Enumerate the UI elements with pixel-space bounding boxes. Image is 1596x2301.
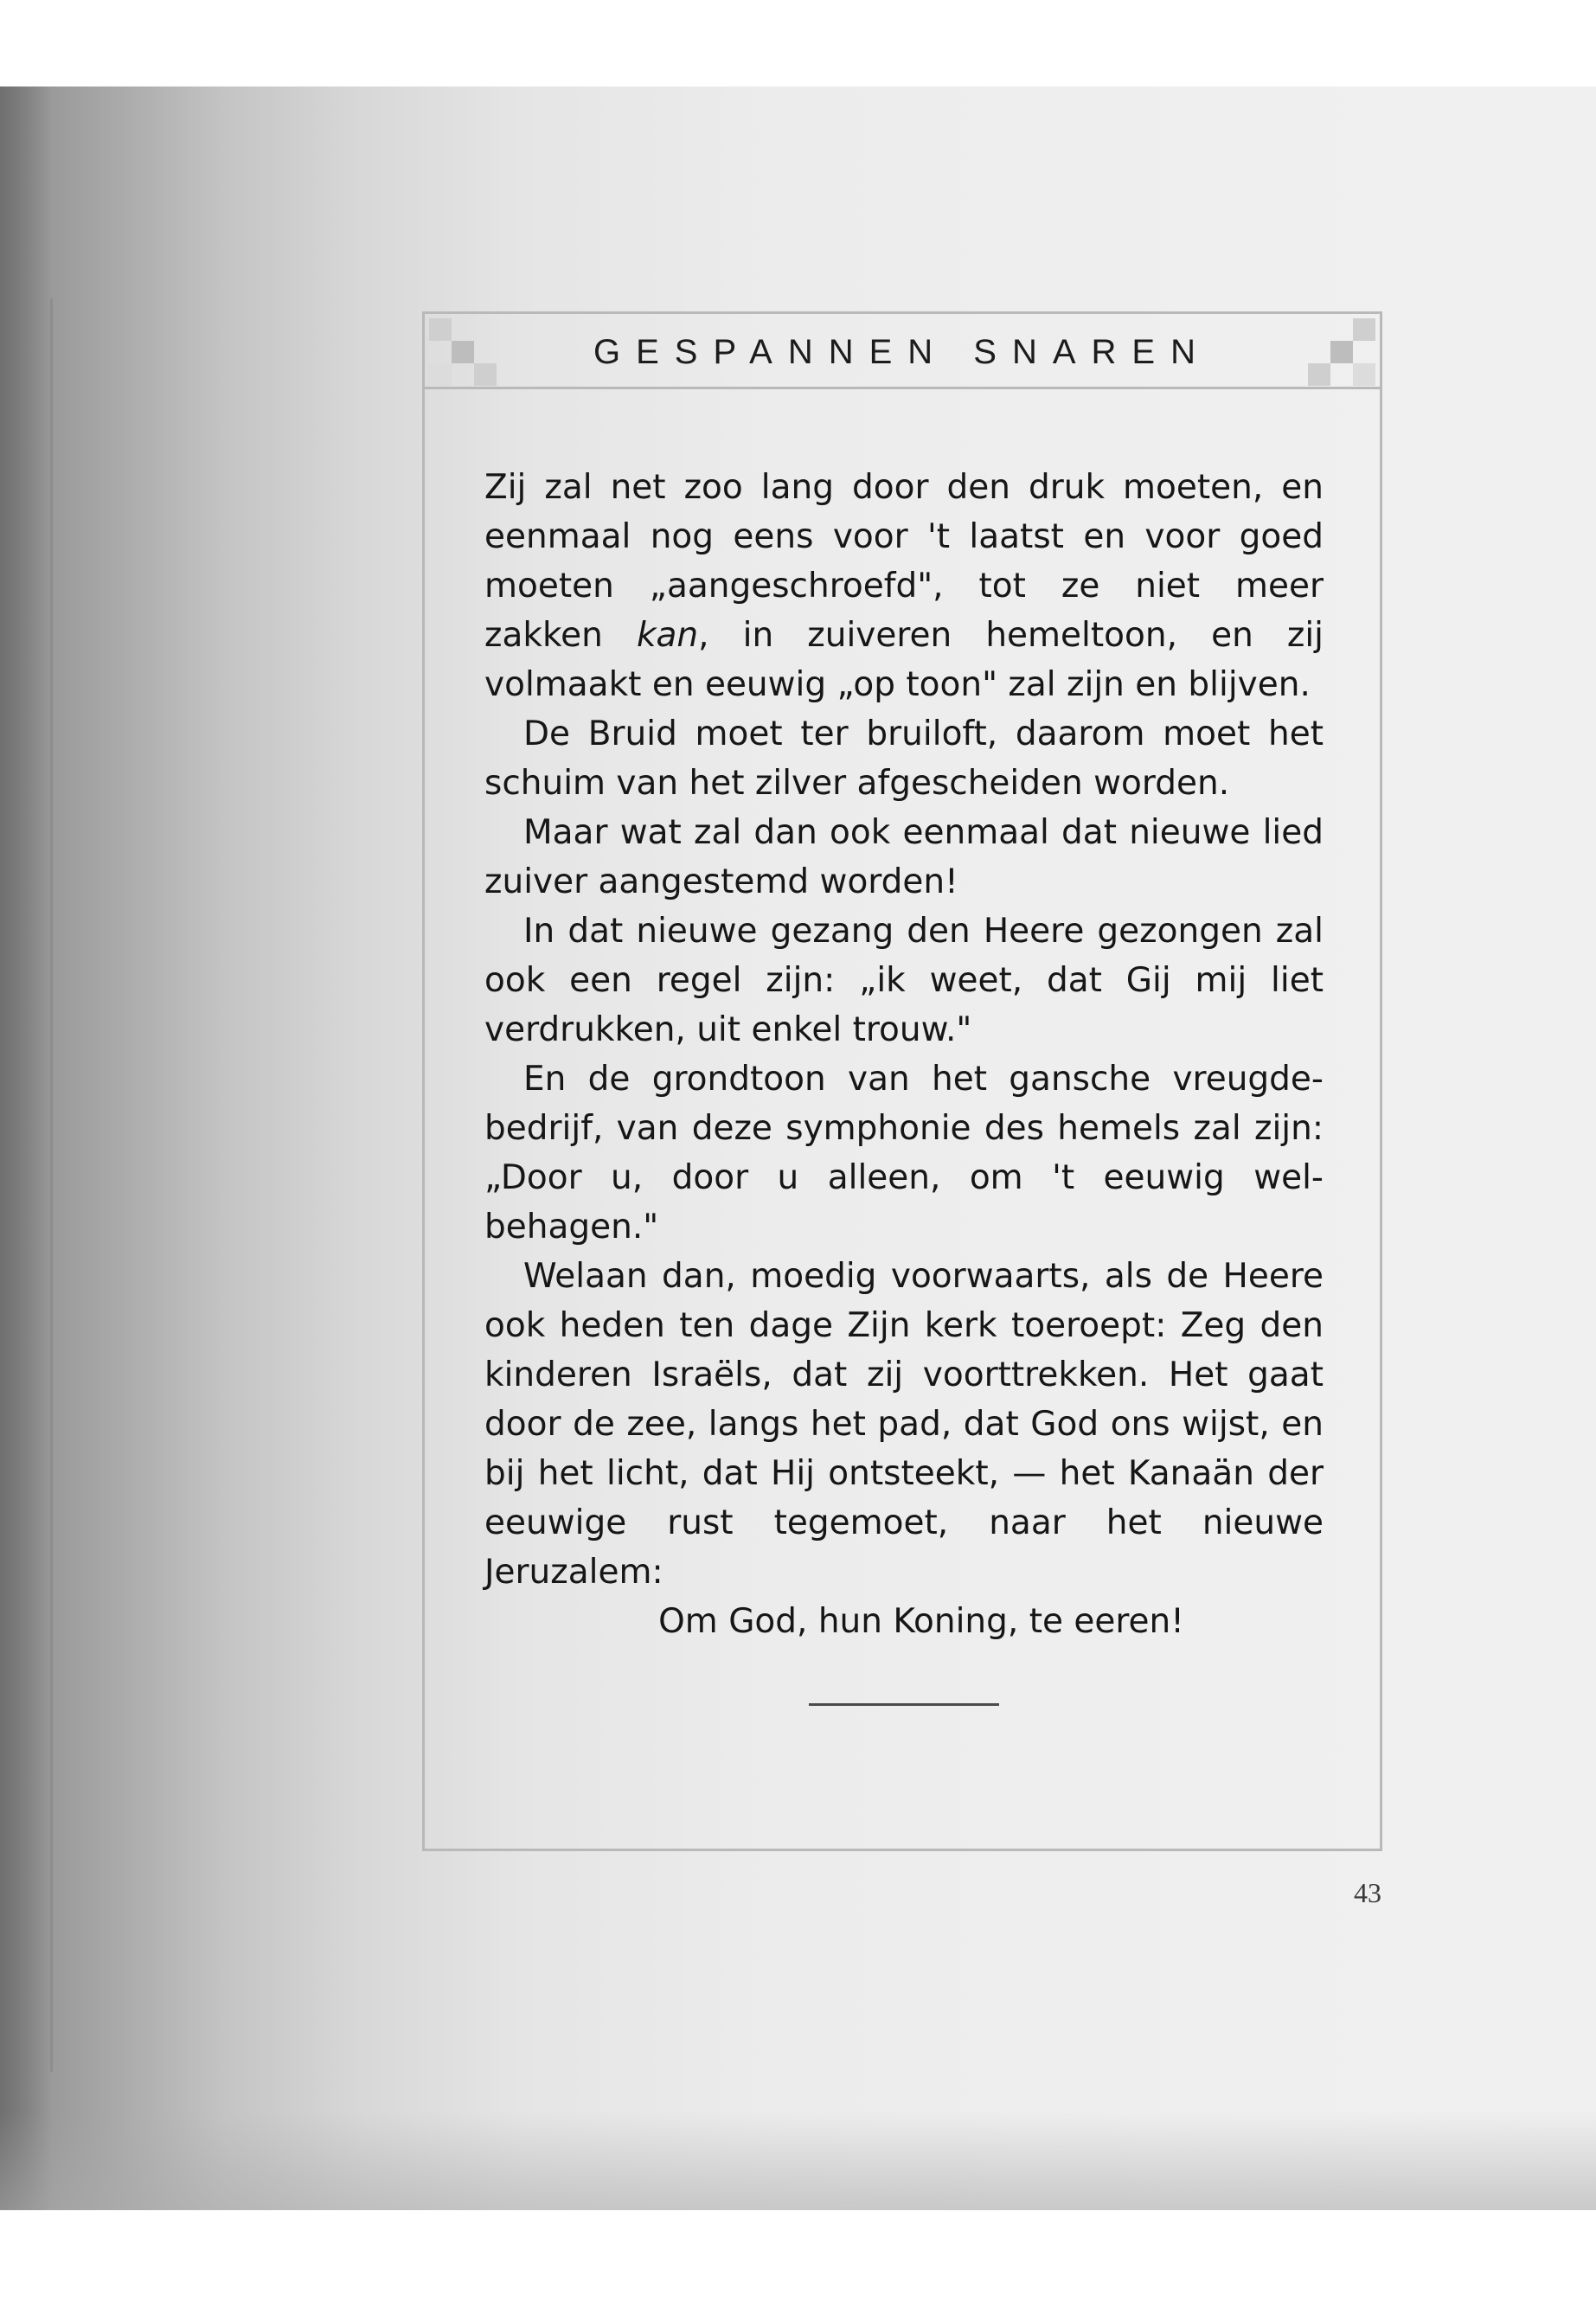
paragraph-5: En de grondtoon van het gansche vreugde-bedrijf, van deze symphonie des hemels zal zijn: „Door u, door u alleen, om 't eeuwig wel-behagen." [484,1060,1324,1247]
spine-shadow [0,87,52,2210]
paragraph-3: Maar wat zal dan ook eenmaal dat nieuwe lied zuiver aangestemd worden! [484,813,1324,901]
paragraph-1 [484,463,1324,709]
page-edge-line [50,298,53,2072]
closing-line: Om God, hun Koning, te eeren! [658,1602,1184,1641]
paragraph-4: In dat nieuwe gezang den Heere gezongen zal ook een regel zijn: „ik weet, dat Gij mij liet verdrukken, uit enkel trouw." [484,912,1324,1049]
body-text [484,463,1324,1646]
paragraph-2: De Bruid moet ter bruiloft, daarom moet het schuim van het zilver afgescheiden worden. [484,715,1324,803]
paragraph-1-emphasis: kan [636,616,699,655]
paragraph-6: Welaan dan, moedig voorwaarts, als de Heere ook heden ten dage Zijn kerk toeroept: Zeg den kinderen Israëls, dat zij voorttrekken. Het gaat door de zee, langs het pad, dat God ons wijst, en bij het licht, dat Hij ontsteekt, — het Kanaän der eeuwige rust tegemoet, naar het nieuwe Jeruzalem: [484,1257,1324,1592]
paragraph-1-end: , in zuiveren hemeltoon, en zij volmaakt en eeuwig „op toon" zal zijn en blijven. [484,616,1324,704]
paragraph-1-start: Zij zal net zoo lang door den druk moeten, en eenmaal nog eens voor 't laatst en voor goed moeten „aangeschroefd", tot ze niet meer zakken [484,468,1324,655]
bottom-shade [0,2111,1596,2210]
section-rule [809,1703,999,1706]
running-head: GESPANNEN SNAREN [593,333,1211,371]
page-number: 43 [1354,1877,1381,1908]
